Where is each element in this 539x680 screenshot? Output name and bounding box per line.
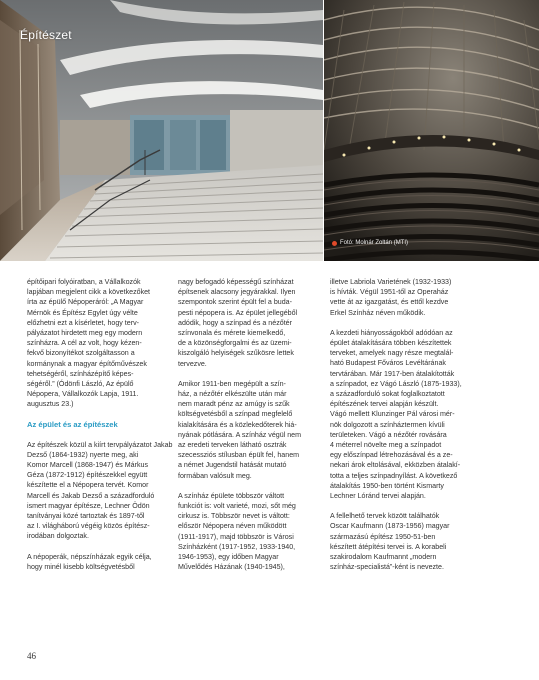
section-label: Építészet bbox=[20, 28, 72, 42]
text-column-1 bbox=[27, 277, 179, 582]
text-column-2 bbox=[178, 277, 330, 582]
paragraph: illetve Labriola Varietének (1932-1933) is hívták. Végül 1951-től az Operaház vette át az igazgatást, és ettől kezdve Erkel Színház néven működik. bbox=[330, 278, 452, 317]
paragraph: Az építészek közül a kiírt tervpályázatot Jakab Dezső (1864-1932) nyerte meg, aki Komor Marcell (1868-1947) és Márkus Géza (1872-1912) építészekkel együtt készítette el a Népopera tervét. Komor Marcell és Jakab Dezső a századforduló ismert magyar építésze, Lechner Ödön tanítványai közé tartoztak és 1897-től az I. világháború végéig közös építész- irodában dolgoztak. bbox=[27, 440, 173, 541]
paragraph: nagy befogadó képességű színházat építsenek alacsony jegyárakkal. Ilyen szempontok szerint épült fel a buda- pesti népopera is. Az épület jellegéből adódik, hogy a színpad és a nézőtér színvonala és mérete kiemelkedő, de a közönségforgalmi és az üzemi- kiszolgáló helyiségek szűkösre lettek tervezve. bbox=[178, 278, 298, 368]
section-heading: Az épület és az építészek bbox=[27, 419, 118, 429]
photo-credit bbox=[332, 240, 408, 246]
auditorium-photo bbox=[324, 0, 539, 261]
paragraph: építőipari folyóiratban, a Vállalkozók lapjában megjelent cikk a következőket írta az épülő Népoperáról: „A Magyar Mérnök és Építész Egylet úgy vélte előzhetni ezt a kísérletet, hogy terv- pályázatot hirdetett meg egy modern színházra. A cél az volt, hogy kézen- fekvő bizonyítékot szolgáltasson a kormánynak a magyar építőművészek tehetségéről, színházépítő képes- ségéről.” (Ódönfi László, Az épülő Népopera, Vállalkozók Lapja, 1911. augusztus 23.) bbox=[27, 278, 151, 409]
paragraph: A színház épülete többször váltott funkciót is: volt varieté, mozi, sőt még cirkusz is. Többször nevet is váltott: először Népopera néven működött (1911-1917), majd többször is Városi Színházként (1917-1952, 1933-1940, 1946-1953), egy időben Magyar Művelődés Házának (1940-1945), bbox=[178, 491, 296, 572]
photo-credit-text: Fotó: Molnár Zoltán (MTI) bbox=[340, 240, 409, 246]
credit-dot-icon bbox=[332, 241, 337, 246]
paragraph: A kezdeti hiányosságokból adódóan az épület átalakítására többen készítettek terveket, amelyek nagy része megtalál- ható Budapest Főváros Levéltárának tervtárában. Már 1917-ben átalakították a színpadot, ez Vágó László (1875-1933), a századforduló sokat foglalkoztatott építészének tervei alapján készült. Vágó mellett Klunzinger Pál városi mér- nök dolgozott a színháztermen kívüli területeken. Vágó a nézőtér rovására 4 méterrel növelte meg a színpadot egy előszínpad létrehozásával és a ze- nekari árok eltolásával, ekközben átalakí- totta a teljes színpadnyílást. A következő átalakítás 1950-ben történt Kismarty Lechner Lóránd tervei alapján. bbox=[330, 328, 462, 501]
paragraph: A fellelhető tervek között találhatók Oscar Kaufmann (1873-1956) magyar származású építész 1950-51-ben készített átépítési tervei is. A korabeli szakirodalom Kaufmannt „modern színház-specialistá”-ként is nevezte. bbox=[330, 512, 450, 572]
page-number: 46 bbox=[27, 651, 36, 661]
paragraph: A népoperák, népszínházak egyik célja, hogy minél kisebb költségvetésből bbox=[27, 552, 152, 571]
auditorium-illustration bbox=[324, 0, 539, 261]
text-column-3 bbox=[330, 277, 490, 582]
paragraph: Amikor 1911-ben megépült a szín- ház, a nézőtér elkészülte után már nem maradt pénz az amúgy is szűk költségvetésből a színpad megfelelő kialakítására és a közlekedőterek hiá- nyának pótlására. A színház végül nem az eredeti terveken látható osztrák szecessziós stílusban épült fel, hanem a német Jugendstil hatását mutató formában valósult meg. bbox=[178, 379, 302, 480]
